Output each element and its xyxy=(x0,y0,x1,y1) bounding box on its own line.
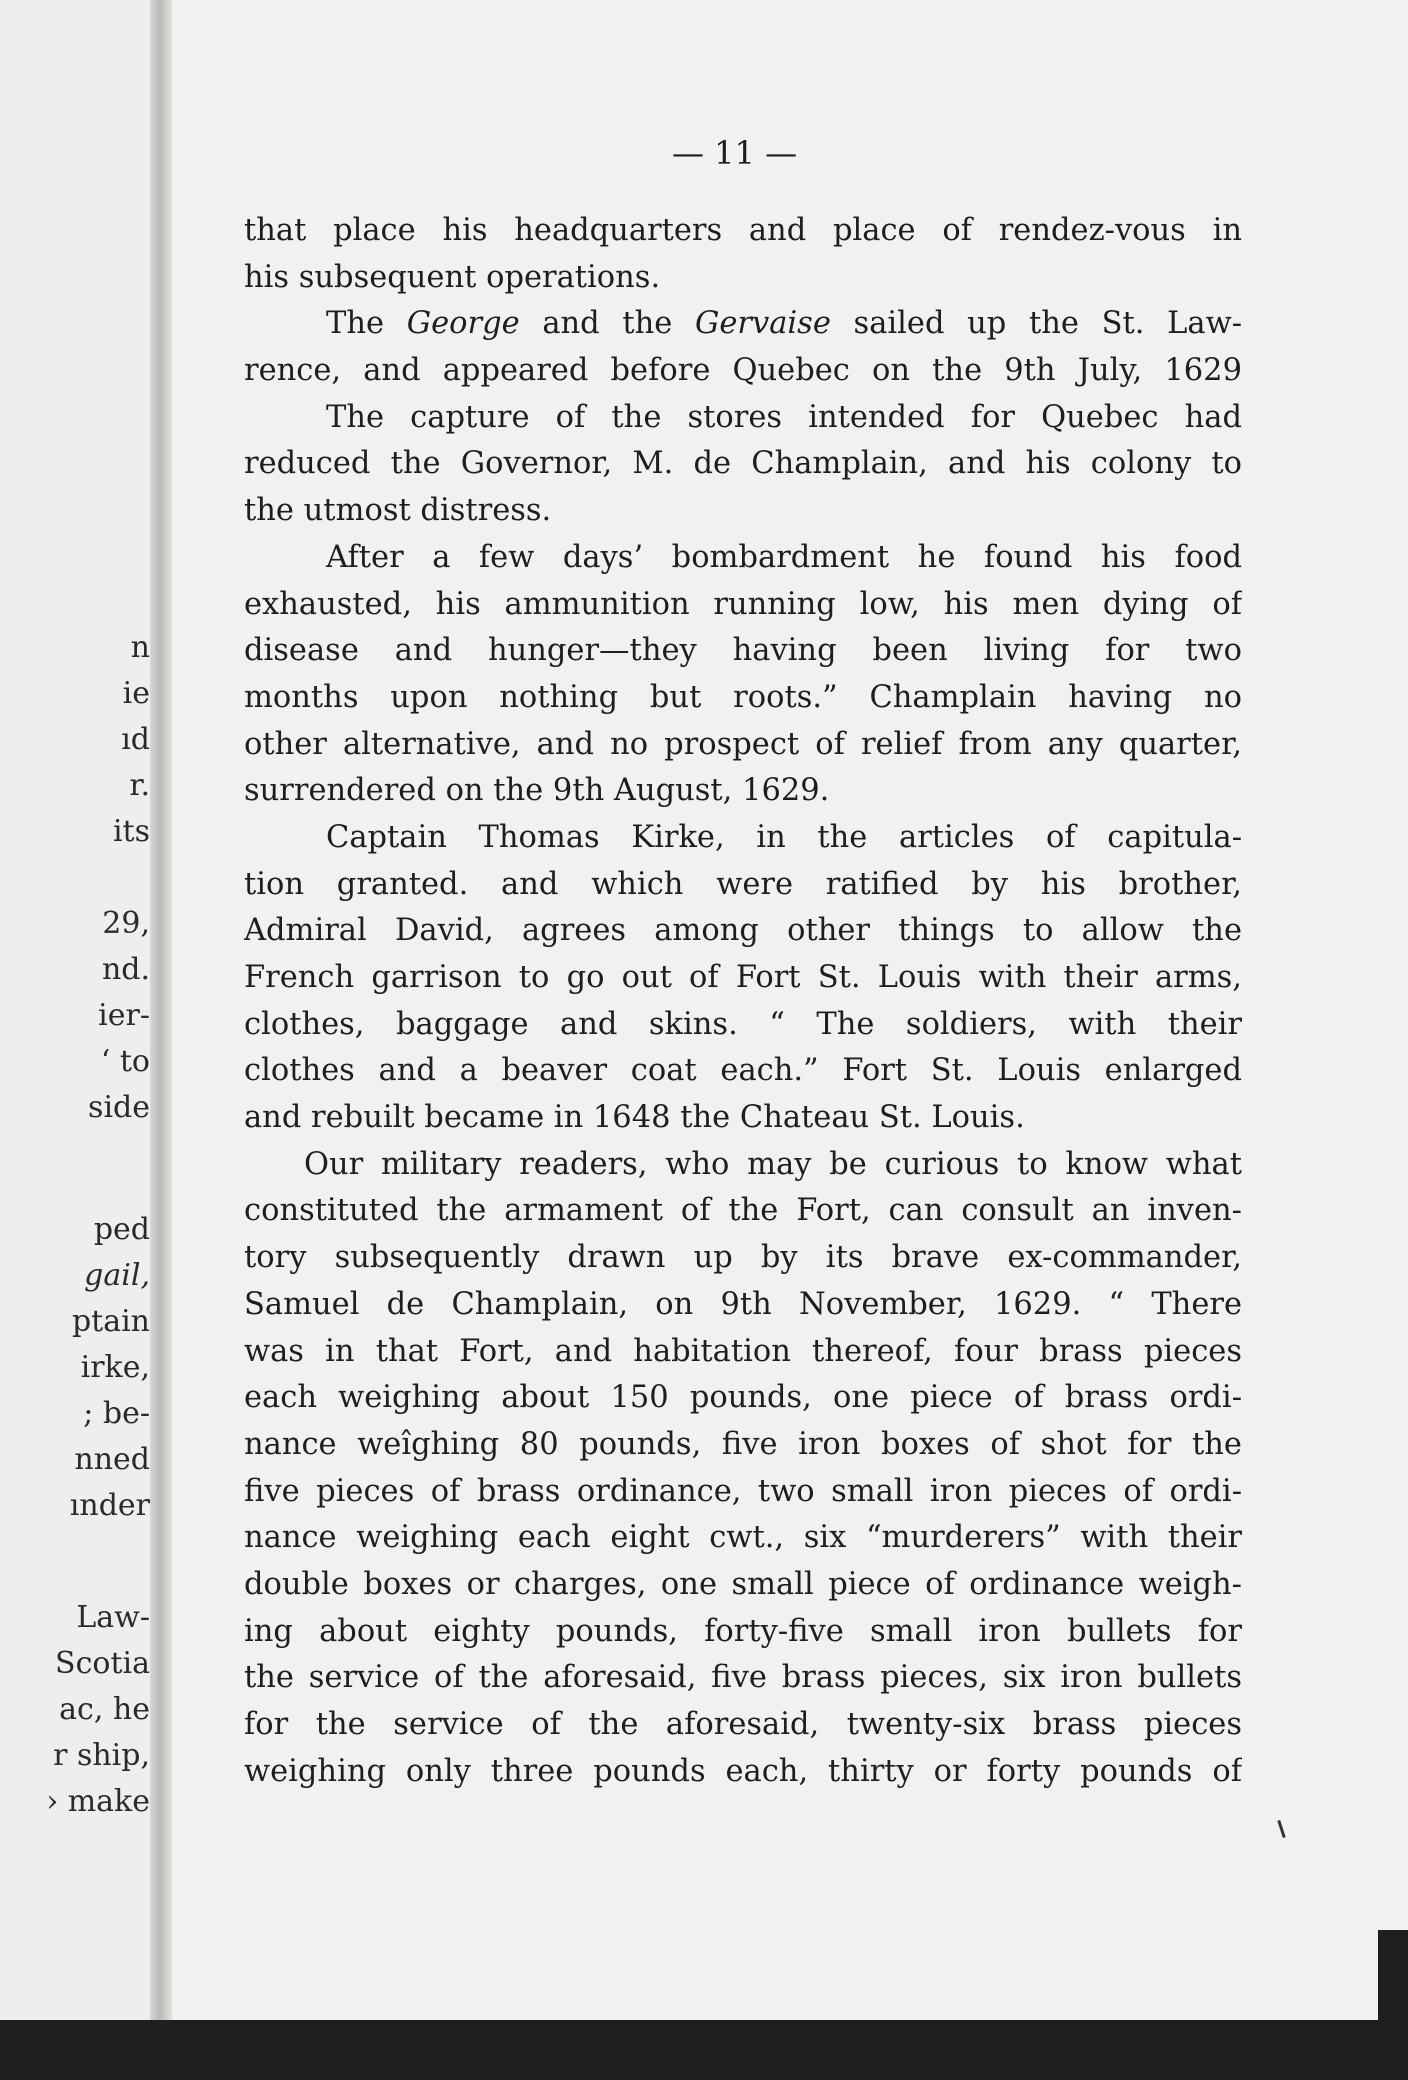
prev-fragment: ie xyxy=(122,676,150,711)
text-line: the service of the aforesaid, five brass pieces, six iron bullets xyxy=(244,1660,1242,1696)
prev-fragment: r. xyxy=(129,768,150,803)
text-line: was in that Fort, and habitation thereof, four brass pieces xyxy=(244,1333,1242,1369)
text-line: French garrison to go out of Fort St. Louis with their arms, xyxy=(244,960,1242,995)
text-line: After a few days’ bombardment he found his food xyxy=(326,539,1242,575)
text-line: other alternative, and no prospect of relief from any quarter, xyxy=(244,726,1242,762)
prev-fragment: ped xyxy=(93,1212,150,1247)
text-line: and rebuilt became in 1648 the Chateau St. Louis. xyxy=(244,1100,1025,1136)
text-line: the utmost distress. xyxy=(244,493,552,529)
prev-fragment: ınder xyxy=(69,1488,150,1523)
prev-fragment: ıd xyxy=(121,722,150,757)
text-line: his subsequent operations. xyxy=(244,259,661,295)
text-line: Captain Thomas Kirke, in the articles of capitula- xyxy=(326,819,1242,855)
text-line: The capture of the stores intended for Quebec had xyxy=(326,399,1242,435)
text-line: reduced the Governor, M. de Champlain, and his colony to xyxy=(244,446,1242,482)
text-line: for the service of the aforesaid, twenty-six brass pieces xyxy=(244,1707,1242,1742)
text-line: The George and the Gervaise sailed up the St. Law- xyxy=(326,306,1242,342)
book-spine xyxy=(150,0,172,2080)
text-line: that place his headquarters and place of rendez-vous in xyxy=(244,213,1242,248)
text-line: months upon nothing but roots.” Champlain having no xyxy=(244,679,1242,715)
text-line: disease and hunger—they having been living for two xyxy=(244,633,1242,669)
text-line: Admiral David, agrees among other things to allow the xyxy=(244,913,1242,949)
scan-border xyxy=(0,2020,1408,2080)
ink-mark xyxy=(1277,1820,1285,1838)
prev-fragment: ptain xyxy=(71,1304,150,1339)
prev-fragment: › make xyxy=(46,1784,150,1819)
prev-fragment: ier- xyxy=(98,998,150,1033)
prev-fragment: ‘ to xyxy=(100,1044,150,1079)
text-line: nance weîghing 80 pounds, five iron boxes of shot for the xyxy=(244,1426,1242,1462)
text-line: surrendered on the 9th August, 1629. xyxy=(244,773,830,809)
text-line: constituted the armament of the Fort, can consult an inven- xyxy=(244,1193,1242,1229)
text-line: exhausted, his ammunition running low, his men dying of xyxy=(244,586,1242,622)
prev-fragment: n xyxy=(130,630,150,665)
text-line: tion granted. and which were ratified by his brother, xyxy=(244,866,1242,902)
text-line: Our military readers, who may be curious to know what xyxy=(304,1146,1242,1182)
body-text xyxy=(244,208,1242,1795)
prev-fragment: its xyxy=(112,814,150,849)
prev-fragment: irke, xyxy=(80,1350,150,1385)
prev-fragment: 29, xyxy=(102,906,150,941)
text-line: clothes and a beaver coat each.” Fort St. Louis enlarged xyxy=(244,1053,1242,1089)
prev-fragment: ac, he xyxy=(59,1692,150,1727)
text-line: tory subsequently drawn up by its brave ex-commander, xyxy=(244,1240,1242,1276)
prev-fragment: Scotia xyxy=(55,1646,150,1681)
prev-fragment: nd. xyxy=(101,952,150,987)
prev-fragment: side xyxy=(88,1090,150,1125)
prev-fragment: nned xyxy=(74,1442,150,1477)
previous-page-edge xyxy=(0,0,150,2020)
text-line: Samuel de Champlain, on 9th November, 1629. “ There xyxy=(244,1286,1242,1322)
text-line: double boxes or charges, one small piece of ordinance weigh- xyxy=(244,1566,1242,1602)
text-line: weighing only three pounds each, thirty or forty pounds of xyxy=(244,1753,1242,1789)
text-line: clothes, baggage and skins. “ The soldiers, with their xyxy=(244,1006,1242,1042)
text-line: nance weighing each eight cwt., six “murderers” with their xyxy=(244,1520,1242,1556)
prev-fragment: ; be- xyxy=(83,1396,150,1431)
text-line: each weighing about 150 pounds, one piece of brass ordi- xyxy=(244,1380,1242,1416)
text-line: rence, and appeared before Quebec on the 9th July, 1629 xyxy=(244,353,1242,389)
page-number: — 11 — xyxy=(672,134,798,172)
prev-fragment: Law- xyxy=(76,1600,150,1635)
prev-fragment: gail, xyxy=(84,1258,150,1293)
text-line: ing about eighty pounds, forty-five small iron bullets for xyxy=(244,1613,1242,1649)
text-line: five pieces of brass ordinance, two small iron pieces of ordi- xyxy=(244,1473,1242,1509)
prev-fragment: r ship, xyxy=(53,1738,150,1773)
